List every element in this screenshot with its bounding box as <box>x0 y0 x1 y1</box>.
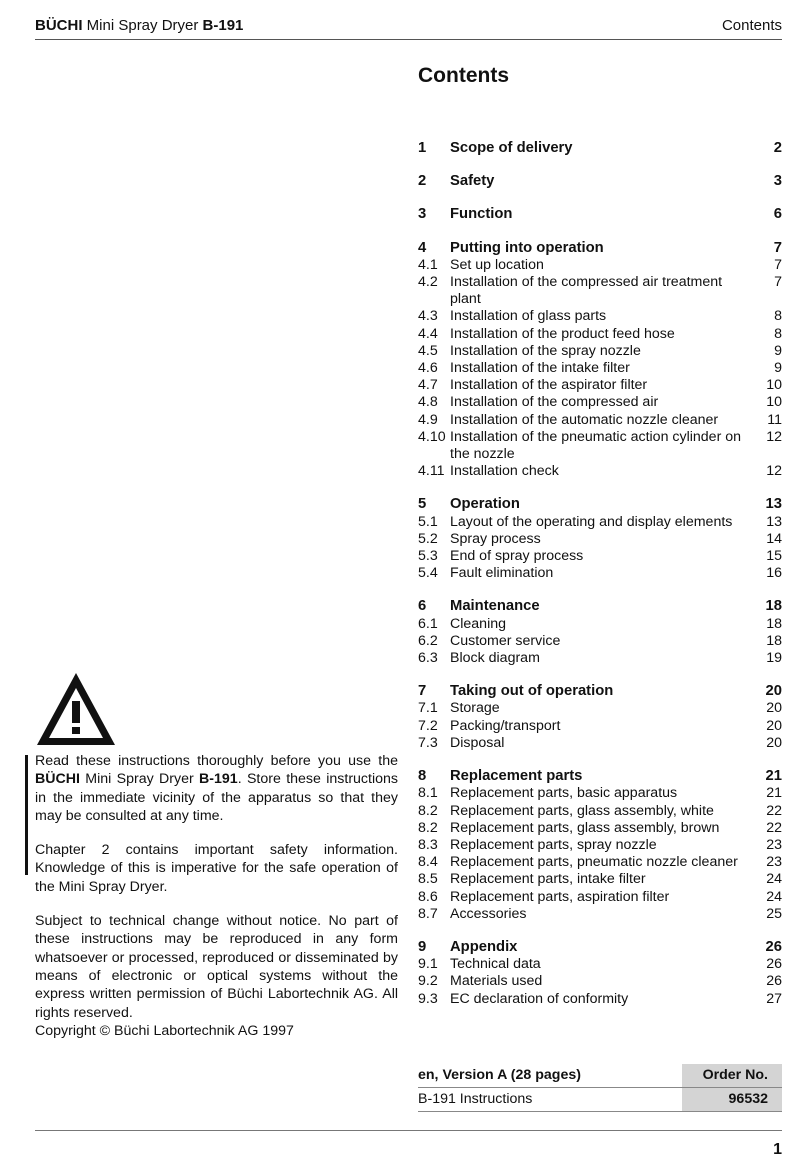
toc-entry <box>418 820 782 837</box>
header-product <box>35 17 243 34</box>
toc-title: Set up location <box>450 256 544 273</box>
toc-number: 4.3 <box>418 308 438 325</box>
read-instructions-note: Read these instructions thoroughly before you use the BÜCHI Mini Spray Dryer B-191. Store these instructions in the immediate vicinity of the apparatus so that they may be consulted at any time. <box>35 753 398 824</box>
toc-section <box>418 683 782 752</box>
toc-entry <box>418 785 782 802</box>
toc-page: 18 <box>766 632 782 649</box>
header-section: Contents <box>721 17 782 34</box>
toc-number: 8.4 <box>418 854 438 871</box>
toc-page: 13 <box>765 496 782 513</box>
toc-number: 8.1 <box>418 785 438 802</box>
toc-title: Appendix <box>450 938 518 955</box>
toc-page: 7 <box>774 256 782 273</box>
toc-page: 12 <box>766 463 782 480</box>
order-table <box>418 1064 782 1112</box>
toc-title: Materials used <box>450 973 543 990</box>
toc-page: 7 <box>774 274 782 291</box>
toc-number: 2 <box>418 173 427 190</box>
toc-chapter <box>418 683 782 700</box>
model-name: B-191 <box>202 17 244 34</box>
toc-number: 9.2 <box>418 973 438 990</box>
toc-title: Packing/transport <box>450 717 561 734</box>
brand-name: BÜCHI <box>35 17 83 34</box>
toc-section <box>418 496 782 582</box>
toc-title: Taking out of operation <box>450 683 614 700</box>
toc-number: 6.3 <box>418 650 438 667</box>
toc-number: 4.6 <box>418 360 438 377</box>
toc-title: Replacement parts, aspiration filter <box>450 888 670 905</box>
toc-entry <box>418 360 782 377</box>
toc-entry <box>418 326 782 343</box>
toc-title: Installation of the aspirator filter <box>450 377 648 394</box>
toc-entry <box>418 274 782 308</box>
toc-entry <box>418 700 782 717</box>
toc-title: Replacement parts, basic apparatus <box>450 785 678 802</box>
toc-number: 3 <box>418 206 427 223</box>
toc-page: 26 <box>766 956 782 973</box>
toc-entry <box>418 377 782 394</box>
toc-page: 3 <box>773 173 782 190</box>
order-header-row <box>418 1064 782 1088</box>
toc-title: Installation of the spray nozzle <box>450 342 641 359</box>
toc-entry <box>418 889 782 906</box>
toc-page: 9 <box>774 342 782 359</box>
toc-title: Maintenance <box>450 598 540 615</box>
toc-section <box>418 768 782 923</box>
toc-section <box>418 598 782 667</box>
order-number-label: Order No. <box>682 1064 782 1087</box>
toc-entry <box>418 531 782 548</box>
toc-page: 22 <box>766 819 782 836</box>
toc-page: 20 <box>765 683 782 700</box>
toc-page: 24 <box>766 871 782 888</box>
toc-title: Installation of the compressed air treatment plant <box>450 274 723 308</box>
toc-number: 5.3 <box>418 548 438 565</box>
toc-number: 9 <box>418 938 427 955</box>
toc-page: 16 <box>766 565 782 582</box>
toc-number: 8.2 <box>418 802 438 819</box>
toc-page: 15 <box>766 548 782 565</box>
toc-entry <box>418 308 782 325</box>
toc-title: Block diagram <box>450 650 540 667</box>
toc-number: 8.7 <box>418 905 438 922</box>
toc-entry <box>418 514 782 531</box>
change-bar <box>25 755 28 875</box>
toc-title: Installation of the automatic nozzle cleaner <box>450 411 719 428</box>
toc-page: 20 <box>766 734 782 751</box>
toc-page: 6 <box>773 206 782 223</box>
toc-page: 8 <box>774 325 782 342</box>
toc-entry <box>418 956 782 973</box>
toc-title: Installation of the intake filter <box>450 360 630 377</box>
toc-chapter <box>418 173 782 190</box>
toc-page: 22 <box>766 802 782 819</box>
toc-title: Installation of the product feed hose <box>450 325 675 342</box>
toc-page: 23 <box>766 836 782 853</box>
toc-title: End of spray process <box>450 548 584 565</box>
order-item-row <box>418 1088 782 1112</box>
copyright-line: Copyright © Büchi Labortechnik AG 1997 <box>35 1022 294 1039</box>
toc-entry <box>418 633 782 650</box>
toc-page: 26 <box>766 973 782 990</box>
page-footer <box>35 1130 782 1158</box>
version-label: en, Version A (28 pages) <box>418 1067 581 1083</box>
toc-title: Replacement parts, spray nozzle <box>450 836 657 853</box>
toc-page: 24 <box>766 888 782 905</box>
toc-page: 11 <box>767 411 782 428</box>
toc-page: 10 <box>766 394 782 411</box>
toc-title: Cleaning <box>450 615 507 632</box>
toc-entry <box>418 429 782 463</box>
toc-entry <box>418 735 782 752</box>
toc-number: 5 <box>418 496 427 513</box>
toc-title: Replacement parts, pneumatic nozzle cleaner <box>450 854 738 871</box>
toc-number: 4.9 <box>418 411 438 428</box>
toc-entry <box>418 412 782 429</box>
toc-title: Safety <box>450 173 495 190</box>
toc-number: 4.11 <box>418 463 445 480</box>
toc-entry <box>418 343 782 360</box>
toc-number: 7.1 <box>418 700 438 717</box>
toc-title: Putting into operation <box>450 239 604 256</box>
toc-page: 23 <box>766 854 782 871</box>
toc-title: EC declaration of conformity <box>450 990 629 1007</box>
toc-number: 8 <box>418 768 427 785</box>
toc-entry <box>418 906 782 923</box>
toc-number: 7 <box>418 683 427 700</box>
instructions-notes <box>35 752 398 1056</box>
toc-page: 9 <box>774 360 782 377</box>
toc-title: Layout of the operating and display elements <box>450 513 733 530</box>
toc-number: 9.1 <box>418 956 438 973</box>
warning-icon <box>35 671 117 747</box>
toc-entry <box>418 837 782 854</box>
toc-number: 4.4 <box>418 325 438 342</box>
toc-number: 7.3 <box>418 734 438 751</box>
toc-entry <box>418 463 782 480</box>
toc-page: 27 <box>766 990 782 1007</box>
toc-entry <box>418 854 782 871</box>
toc-entry <box>418 257 782 274</box>
toc-title: Installation of the compressed air <box>450 394 659 411</box>
toc-page: 18 <box>766 615 782 632</box>
toc-title: Installation of glass parts <box>450 308 607 325</box>
toc-chapter <box>418 240 782 257</box>
toc-title: Installation of the pneumatic action cylinder on the nozzle <box>450 428 742 463</box>
toc-title: Replacement parts, glass assembly, white <box>450 802 714 819</box>
toc-entry <box>418 565 782 582</box>
toc-number: 8.2 <box>418 819 438 836</box>
toc-number: 4.7 <box>418 377 438 394</box>
toc-title: Accessories <box>450 905 527 922</box>
toc-page: 19 <box>766 650 782 667</box>
toc-title: Fault elimination <box>450 565 554 582</box>
toc-number: 9.3 <box>418 990 438 1007</box>
toc-number: 6 <box>418 598 427 615</box>
toc-page: 12 <box>766 428 782 445</box>
toc-title: Technical data <box>450 956 541 973</box>
order-number: 96532 <box>682 1088 782 1111</box>
toc-number: 6.1 <box>418 615 438 632</box>
toc-number: 8.6 <box>418 888 438 905</box>
toc-section <box>418 240 782 481</box>
page-header <box>35 15 782 40</box>
toc-title: Disposal <box>450 734 505 751</box>
safety-note: Chapter 2 contains important safety information. Knowledge of this is imperative for the safe operation of the Mini Spray Dryer. <box>35 842 398 895</box>
toc-page: 26 <box>765 938 782 955</box>
toc-section <box>418 140 782 157</box>
product-name: Mini Spray Dryer <box>86 17 199 34</box>
toc-section <box>418 939 782 1008</box>
toc-number: 7.2 <box>418 717 438 734</box>
toc-title: Replacement parts, glass assembly, brown <box>450 819 720 836</box>
order-item: B-191 Instructions <box>418 1091 533 1107</box>
toc-page: 21 <box>766 785 782 802</box>
toc-entry <box>418 803 782 820</box>
toc-entry <box>418 871 782 888</box>
toc-title: Operation <box>450 496 520 513</box>
toc-title: Installation check <box>450 463 559 480</box>
toc-title: Spray process <box>450 530 541 547</box>
toc-title: Replacement parts, intake filter <box>450 871 646 888</box>
table-of-contents <box>418 140 782 1024</box>
toc-number: 5.4 <box>418 565 438 582</box>
copyright-notice: Subject to technical change without notice. No part of these instructions may be reproduced in any form whatsoever or processed, reproduced or disseminated by means of electronic or optical systems without the express written permission of Büchi Labortechnik AG. All rights reserved. <box>35 913 398 1021</box>
toc-entry <box>418 973 782 990</box>
toc-page: 21 <box>765 768 782 785</box>
page-title: Contents <box>418 64 509 87</box>
toc-chapter <box>418 598 782 615</box>
toc-number: 5.2 <box>418 530 438 547</box>
toc-number: 4.2 <box>418 274 438 291</box>
toc-page: 8 <box>774 308 782 325</box>
toc-page: 13 <box>766 513 782 530</box>
toc-chapter <box>418 206 782 223</box>
toc-title: Storage <box>450 700 500 717</box>
toc-number: 5.1 <box>418 513 438 530</box>
toc-chapter <box>418 140 782 157</box>
toc-page: 10 <box>766 377 782 394</box>
toc-entry <box>418 991 782 1008</box>
toc-page: 7 <box>773 239 782 256</box>
toc-title: Replacement parts <box>450 768 583 785</box>
toc-section <box>418 173 782 190</box>
toc-number: 4 <box>418 239 427 256</box>
toc-number: 8.5 <box>418 871 438 888</box>
toc-entry <box>418 616 782 633</box>
toc-chapter <box>418 939 782 956</box>
toc-number: 6.2 <box>418 632 438 649</box>
toc-number: 4.5 <box>418 342 438 359</box>
toc-page: 18 <box>765 598 782 615</box>
toc-title: Scope of delivery <box>450 140 573 156</box>
toc-title: Function <box>450 206 513 223</box>
toc-page: 2 <box>773 140 782 156</box>
toc-chapter <box>418 496 782 513</box>
toc-entry <box>418 394 782 411</box>
toc-page: 14 <box>766 530 782 547</box>
toc-number: 1 <box>418 140 427 156</box>
toc-number: 4.8 <box>418 394 438 411</box>
toc-chapter <box>418 768 782 785</box>
toc-page: 20 <box>766 700 782 717</box>
toc-number: 8.3 <box>418 836 438 853</box>
toc-entry <box>418 650 782 667</box>
toc-title: Customer service <box>450 632 561 649</box>
toc-number: 4.10 <box>418 428 446 445</box>
toc-section <box>418 206 782 223</box>
page-number: 1 <box>773 1141 782 1158</box>
toc-page: 25 <box>766 905 782 922</box>
toc-entry <box>418 718 782 735</box>
toc-entry <box>418 548 782 565</box>
toc-number: 4.1 <box>418 256 438 273</box>
toc-page: 20 <box>766 717 782 734</box>
